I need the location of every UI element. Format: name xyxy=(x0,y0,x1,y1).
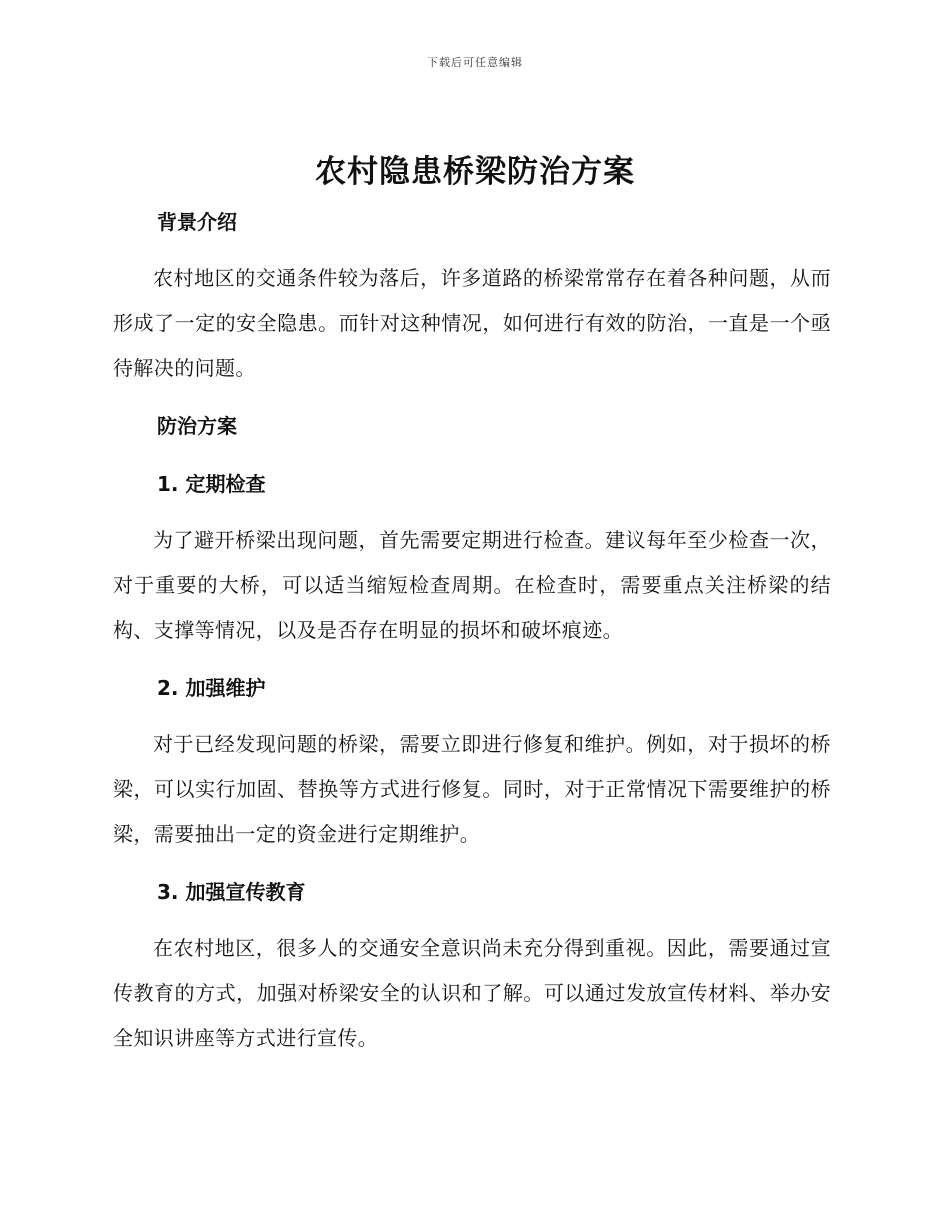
section-paragraph-maintenance: 对于已经发现问题的桥梁，需要立即进行修复和维护。例如，对于损坏的桥梁，可以实行加固、替换等方式进行修复。同时，对于正常情况下需要维护的桥梁，需要抽出一定的资金进行定期维护。 xyxy=(113,732,831,846)
document-title: 农村隐患桥梁防治方案 xyxy=(315,154,635,190)
page-header-note: 下载后可任意编辑 xyxy=(427,56,523,69)
section-paragraph-education: 在农村地区，很多人的交通安全意识尚未充分得到重视。因此，需要通过宣传教育的方式，加强对桥梁安全的认识和了解。可以通过发放宣传材料、举办安全知识讲座等方式进行宣传。 xyxy=(113,936,831,1050)
section-heading-education: 3. 加强宣传教育 xyxy=(157,880,306,904)
section-heading-background: 背景介绍 xyxy=(157,210,237,234)
section-paragraph-regular-inspection: 为了避开桥梁出现问题，首先需要定期进行检查。建议每年至少检查一次，对于重要的大桥，可以适当缩短检查周期。在检查时，需要重点关注桥梁的结构、支撑等情况，以及是否存在明显的损坏和破坏痕迹。 xyxy=(113,528,831,642)
section-heading-regular-inspection: 1. 定期检查 xyxy=(157,472,266,496)
section-paragraph-background: 农村地区的交通条件较为落后，许多道路的桥梁常常存在着各种问题，从而形成了一定的安全隐患。而针对这种情况，如何进行有效的防治，一直是一个亟待解决的问题。 xyxy=(113,266,831,380)
section-heading-maintenance: 2. 加强维护 xyxy=(157,676,266,700)
section-heading-plan: 防治方案 xyxy=(157,414,237,438)
